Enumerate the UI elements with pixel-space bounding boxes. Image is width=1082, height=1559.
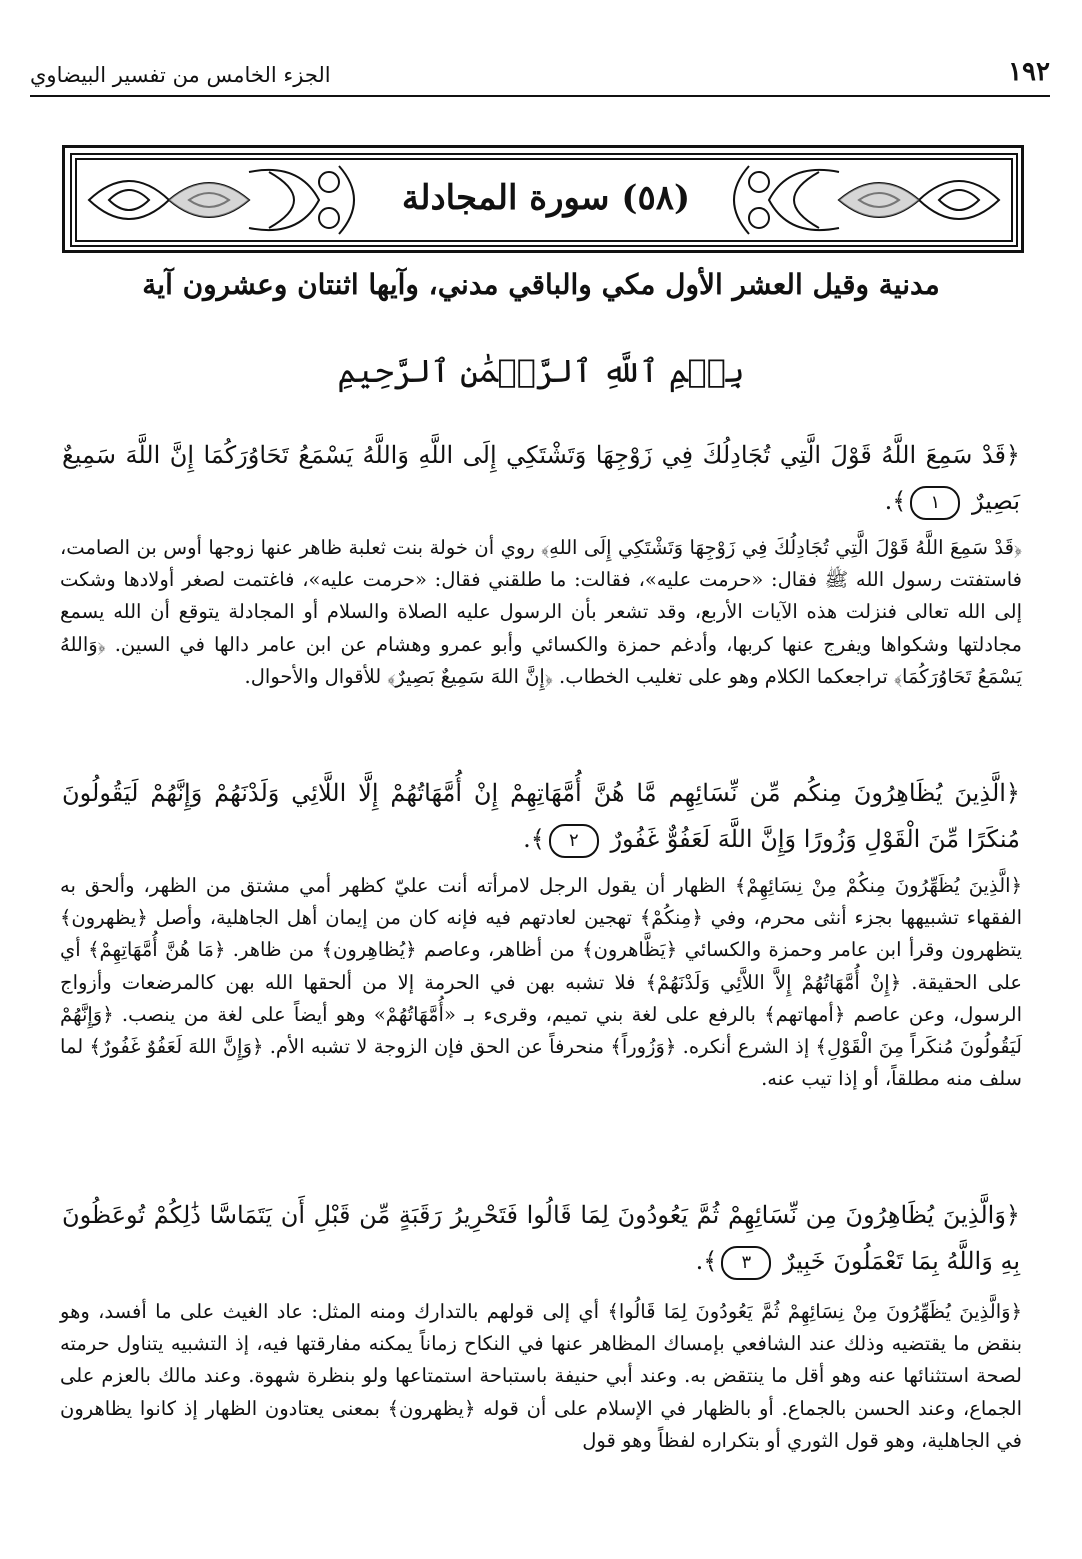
verse-text: ﴿قَدْ سَمِعَ اللَّهُ قَوْلَ الَّتِي تُجَادِلُكَ فِي زَوْجِهَا وَتَشْتَكِي إِلَى اللَّهِ وَاللَّهُ يَسْمَعُ تَحَاوُرَكُمَا إِنَّ اللَّهَ سَمِيعٌ بَصِيرٌ	[62, 441, 1020, 515]
verse-block	[62, 1192, 1020, 1284]
verse-close: ﴾.	[695, 1247, 718, 1275]
revelation-info: مدنية وقيل العشر الأول مكي والباقي مدني، وآيها اثنتان وعشرون آية	[142, 268, 940, 301]
verse-text: ﴿وَالَّذِينَ يُظَاهِرُونَ مِن نِّسَائِهِمْ ثُمَّ يَعُودُونَ لِمَا قَالُوا فَتَحْرِيرُ رَقَبَةٍ مِّن قَبْلِ أَن يَتَمَاسَّا ذَٰلِكُمْ تُوعَظُونَ بِهِ وَاللَّهُ بِمَا تَعْمَلُونَ خَبِيرٌ	[62, 1201, 1020, 1275]
surah-title-frame	[62, 145, 1024, 253]
verse-close: ﴾.	[523, 825, 545, 853]
surah-title: (٥٨) سورة المجادلة	[401, 164, 691, 232]
page-number: ١٩٢	[1008, 57, 1050, 87]
verse-close: ﴾.	[884, 487, 907, 515]
verse-block	[62, 432, 1020, 524]
verse-text: ﴿الَّذِينَ يُظَاهِرُونَ مِنكُم مِّن نِّسَائِهِم مَّا هُنَّ أُمَّهَاتِهِمْ إِنْ أُمَّهَاتُهُمْ إِلَّا اللَّائِي وَلَدْنَهُمْ وَإِنَّهُمْ لَيَقُولُونَ مُنكَرًا مِّنَ الْقَوْلِ وَزُورًا وَإِنَّ اللَّهَ لَعَفُوٌّ غَفُورٌ	[62, 779, 1020, 853]
commentary-paragraph: ﴿وَالَّذِينَ يُظَهِّرُونَ مِنْ نِسَائِهِمْ ثُمَّ يَعُودُونَ لِمَا قَالُوا﴾ أي إلى قولهم بالتدارك ومنه المثل: عاد الغيث على ما أفسد، وهو بنقض ما يقتضيه وذلك عند الشافعي بإمساك المظاهر عنها في النكاح زماناً يمكنه مفارقتها فيه، إذ التشبيه يتناول حرمته لصحة استثنائها عنه وهو أقل ما ينتقض به. وعند أبي حنيفة باستباحة استمتاعها ولو بنظرة شهوة. وعند مالك بالعزم على الجماع، وعند الحسن بالجماع. أو بالظهار في الإسلام على أن قوله ﴿يظهرون﴾ بمعنى يعتادون الظهار إذ كانوا يظاهرون في الجاهلية، وهو قول الثوري أو بتكراره لفظاً وهو قول	[60, 1300, 1022, 1452]
commentary-paragraph: ﴿قَدْ سَمِعَ اللَّهُ قَوْلَ الَّتِي تُجَادِلُكَ فِي زَوْجِهَا وَتَشْتَكِي إِلَى اللهِ﴾ روي أن خولة بنت ثعلبة ظاهر عنها زوجها أوس بن الصامت، فاستفتت رسول الله ﷺ فقال: «حرمت عليه»، فقالت: ما طلقني فقال: «حرمت عليه»، فاغتمت لصغر أولادها وشكت إلى الله تعالى فنزلت هذه الآيات الأربع، وقد تشعر بأن الرسول عليه الصلاة والسلام أو المجادلة يتوقع أن الله يسمع مجادلتها وشكواها ويفرج عنها كربها، وأدغم حمزة والكسائي وأبو عمرو وهشام عن ابن عامر دالها في السين. ﴿وَاللهُ يَسْمَعُ تَحَاوُرَكُمَا﴾ تراجعكما الكلام وهو على تغليب الخطاب. ﴿إِنَّ اللهَ سَمِيعٌ بَصِيرٌ﴾ للأقوال والأحوال.	[60, 536, 1022, 688]
ayah-number-marker: ١	[910, 486, 960, 520]
commentary-paragraph: ﴿الَّذِينَ يُظَهِّرُونَ مِنكُمْ مِنْ نِسَائِهِمْ﴾ الظهار أن يقول الرجل لامرأته أنت عليّ كظهر أمي مشتق من الظهر، وألحق به الفقهاء تشبيهها بجزء أنثى محرم، وفي ﴿مِنكُمْ﴾ تهجين لعادتهم فيه فإنه كان من إيمان أهل الجاهلية، وأصل ﴿يظهرون﴾ يتظهرون وقرأ ابن عامر وحمزة والكسائي ﴿يَظَّاهرون﴾ من أظاهر، وعاصم ﴿يُظاهِرون﴾ من ظاهر. ﴿مَا هُنَّ أُمَّهَاتِهِمْ﴾ أي على الحقيقة. ﴿إِنْ أُمَّهَاتُهُمْ إِلاَّ اللاَّئِي وَلَدْنَهُمْ﴾ فلا تشبه بهن في الحرمة إلا من ألحقها الله بهن كالمرضعات وأزواج الرسول، وعن عاصم ﴿أمهاتهم﴾ بالرفع على لغة بني تميم، وقرىء بـ «أُمَّهَاتُهُمْ» وهو أيضاً على لغة من ينصب. ﴿وَإِنَّهُمْ لَيَقُولُونَ مُنكَراً مِنَ الْقَوْلِ﴾ إذ الشرع أنكره. ﴿وَزُوراً﴾ منحرفاً عن الحق فإن الزوجة لا تشبه الأم. ﴿وَإِنَّ اللهَ لَعَفُوٌ غَفُورٌ﴾ لما سلف منه مطلقاً، أو إذا تيب عنه.	[60, 874, 1022, 1091]
verse-block	[62, 770, 1020, 862]
ayah-number-marker: ٣	[721, 1246, 771, 1280]
page-header	[30, 55, 1050, 97]
ayah-number-marker: ٢	[549, 824, 599, 858]
running-title: الجزء الخامس من تفسير البيضاوي	[30, 63, 331, 87]
basmala: بِسۡمِ ٱللَّهِ ٱلرَّحۡمَٰنِ ٱلرَّحِيمِ	[337, 352, 745, 390]
